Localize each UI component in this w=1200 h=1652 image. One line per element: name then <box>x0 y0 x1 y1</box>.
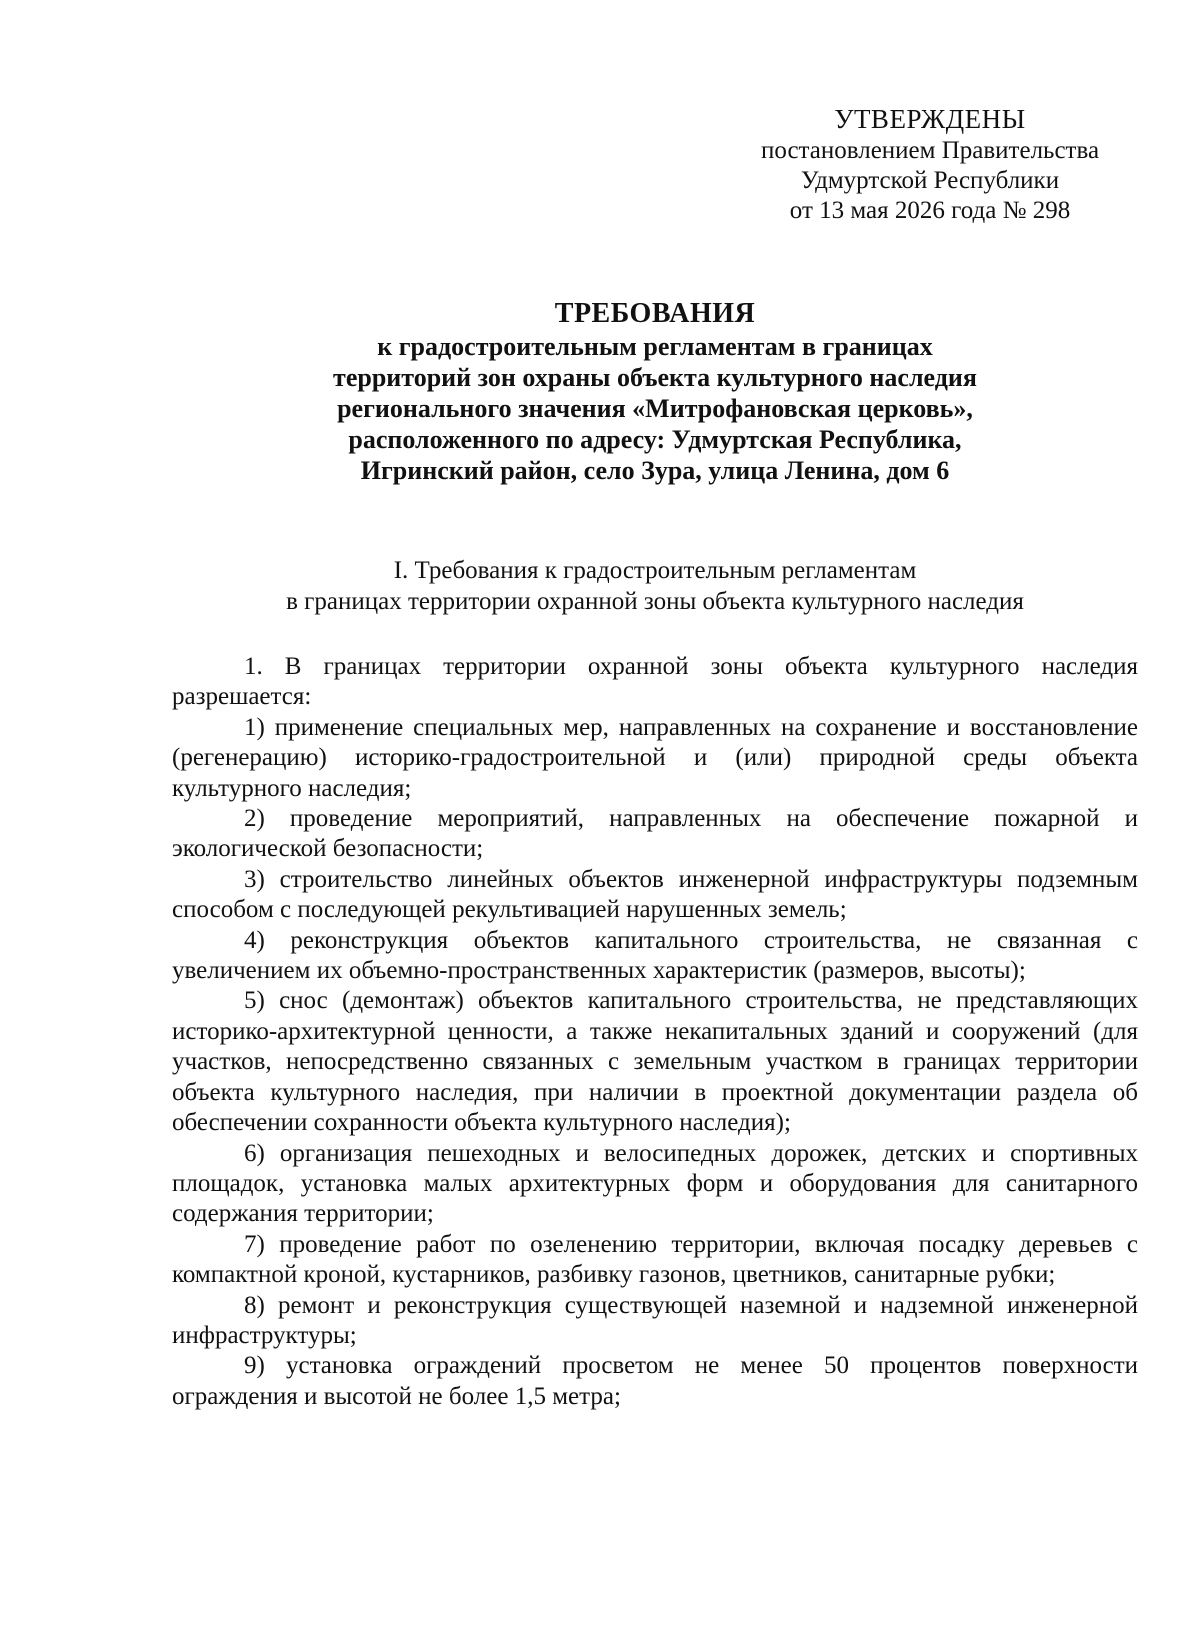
paragraph-item-9: 9) установка ограждений просветом не менее 50 процентов поверхности ограждения и высотой не более 1,5 метра; <box>172 1352 1138 1410</box>
title-line: расположенного по адресу: Удмуртская Республика, <box>348 425 962 454</box>
title-line: территорий зон охраны объекта культурного наследия <box>333 363 977 392</box>
title-line: Игринский район, село Зура, улица Ленина, дом 6 <box>360 456 950 485</box>
section-heading <box>170 555 1140 617</box>
document-title <box>170 298 1140 486</box>
title-heading: ТРЕБОВАНИЯ <box>554 298 756 329</box>
approval-line: постановлением Правительства <box>760 137 1100 164</box>
title-line: к градостроительным регламентам в границах <box>377 332 933 361</box>
paragraph-item-7: 7) проведение работ по озеленению территории, включая посадку деревьев с компактной кроной, кустарников, разбивку газонов, цветников, санитарные рубки; <box>172 1230 1138 1289</box>
paragraph-item-3: 3) строительство линейных объектов инженерной инфраструктуры подземным способом с последующей рекультивацией нарушенных земель; <box>172 865 1138 924</box>
paragraph-item-4: 4) реконструкция объектов капитального строительства, не связанная с увеличением их объемно-пространственных характеристик (размеров, высоты); <box>172 926 1138 985</box>
paragraph-item-8: 8) ремонт и реконструкция существующей наземной и надземной инженерной инфраструктуры; <box>172 1291 1138 1349</box>
approval-line: от 13 мая 2026 года № 298 <box>789 197 1071 224</box>
section-heading-line: в границах территории охранной зоны объекта культурного наследия <box>286 588 1024 615</box>
paragraph-clause-1: 1. В границах территории охранной зоны объекта культурного наследия разрешается: <box>172 653 1138 711</box>
paragraph-item-1: 1) применение специальных мер, направленных на сохранение и восстановление (регенерацию) историко-градостроительной и (или) природной среды объекта культурного наследия; <box>172 713 1138 802</box>
title-line: регионального значения «Митрофановская церковь», <box>337 394 973 423</box>
paragraph-item-2: 2) проведение мероприятий, направленных на обеспечение пожарной и экологической безопасности; <box>172 805 1138 863</box>
paragraph-item-6: 6) организация пешеходных и велосипедных дорожек, детских и спортивных площадок, установка малых архитектурных форм и оборудования для санитарного содержания территории; <box>172 1139 1138 1228</box>
approval-stamp: УТВЕРЖДЕНЫ <box>834 104 1026 134</box>
approval-block <box>720 104 1140 226</box>
paragraph-item-5: 5) снос (демонтаж) объектов капитального строительства, не представляющих историко-архитектурной ценности, а также некапитальных зданий и сооружений (для участков, непосредственно связанных с земельным участком в границах территории объекта культурного наследия, при наличии в проектной документации раздела об обеспечении сохранности объекта культурного наследия); <box>172 987 1138 1137</box>
section-heading-line: I. Требования к градостроительным регламентам <box>393 557 917 584</box>
approval-line: Удмуртской Республики <box>800 167 1060 194</box>
document-body <box>172 652 1138 1412</box>
